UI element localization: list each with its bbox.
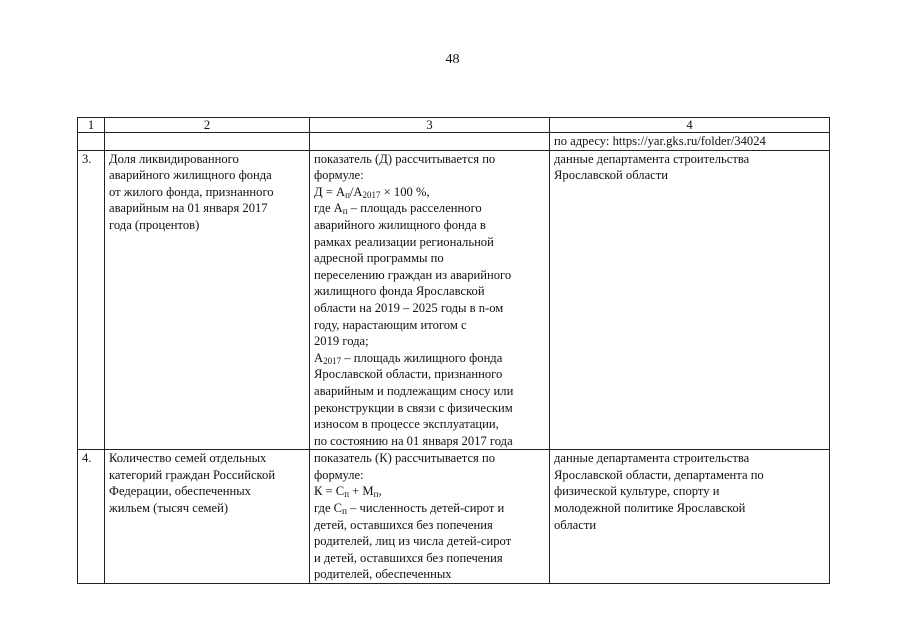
table-row — [78, 133, 830, 151]
method-line: формуле: — [314, 168, 364, 183]
formula-text: , — [378, 484, 382, 499]
indicator-name-line: Федерации, обеспеченных — [109, 484, 251, 499]
definition-text: – численность детей-сирот и — [346, 501, 505, 516]
row-number: 3. — [78, 150, 105, 450]
method-line: Ярославской области, признанного — [314, 367, 503, 382]
definition-subscript: п — [342, 506, 347, 517]
indicator-name-line: аварийного жилищного фонда — [109, 168, 272, 183]
method-line: аварийного жилищного фонда в — [314, 217, 486, 232]
definition-text: где С — [314, 501, 343, 516]
empty-cell — [105, 133, 310, 151]
indicator-name-line: аварийным на 01 января 2017 — [109, 201, 268, 216]
page-number: 48 — [445, 52, 460, 67]
method-line: родителей, лиц из числа детей-сирот — [314, 534, 512, 549]
indicator-name-line: жильем (тысяч семей) — [109, 501, 229, 516]
method-line: аварийным и подлежащим сносу или — [314, 383, 514, 398]
table-row — [78, 450, 830, 584]
formula-subscript: п — [373, 489, 379, 500]
empty-cell — [78, 133, 105, 151]
definition-text: где А — [314, 201, 343, 216]
method-line: году, нарастающим итогом с — [314, 317, 467, 332]
method-line: и детей, оставшихся без попечения — [314, 550, 503, 565]
source-line: данные департамента строительства — [554, 451, 750, 466]
source-line: Ярославской области — [554, 168, 668, 183]
indicator-name-line: Доля ликвидированного — [109, 151, 239, 166]
header-col-2: 2 — [105, 118, 310, 133]
method-cell — [310, 150, 550, 450]
formula-text: К = С — [314, 484, 345, 499]
formula-text: × 100 %, — [380, 184, 430, 199]
formula-subscript: п — [345, 189, 350, 200]
formula-line — [314, 483, 545, 500]
definition-subscript: 2017 — [323, 355, 342, 366]
empty-cell — [310, 133, 550, 151]
method-line: рамках реализации региональной — [314, 234, 494, 249]
definition-text: – площадь расселенного — [347, 201, 482, 216]
indicator-name-cell — [105, 150, 310, 450]
method-line: области на 2019 – 2025 годы в n-ом — [314, 300, 504, 315]
method-line: адресной программы по — [314, 251, 444, 266]
definition-line — [314, 500, 545, 517]
definition-line — [314, 200, 545, 217]
table-header-row — [78, 118, 830, 133]
definition-text: А — [314, 350, 324, 365]
header-col-3: 3 — [310, 118, 550, 133]
formula-text: /А — [349, 184, 363, 199]
definition-line — [314, 350, 545, 367]
method-line: переселению граждан из аварийного — [314, 267, 512, 282]
table-row — [78, 150, 830, 450]
header-col-1: 1 — [78, 118, 105, 133]
source-cell — [550, 450, 830, 584]
formula-subscript: 2017 — [362, 189, 381, 200]
source-cell: по адресу: https://yar.gks.ru/folder/34024 — [550, 133, 830, 151]
indicator-name-line: года (процентов) — [109, 217, 200, 232]
header-col-4: 4 — [550, 118, 830, 133]
formula-subscript: п — [344, 489, 350, 500]
indicator-name-line: категорий граждан Российской — [109, 467, 276, 482]
definition-subscript: п — [342, 206, 348, 217]
method-line: формуле: — [314, 467, 364, 482]
method-line: показатель (Д) рассчитывается по — [314, 151, 496, 166]
method-line: жилищного фонда Ярославской — [314, 284, 485, 299]
row-number: 4. — [78, 450, 105, 584]
source-line: данные департамента строительства — [554, 151, 750, 166]
method-line: 2019 года; — [314, 334, 369, 349]
method-cell — [310, 450, 550, 584]
definition-text: – площадь жилищного фонда — [341, 350, 503, 365]
indicators-table — [77, 117, 830, 584]
indicator-name-line: от жилого фонда, признанного — [109, 184, 274, 199]
method-line: детей, оставшихся без попечения — [314, 517, 493, 532]
method-line: износом в процессе эксплуатации, — [314, 417, 499, 432]
formula-text: Д = А — [314, 184, 346, 199]
method-line: реконструкции в связи с физическим — [314, 400, 513, 415]
indicator-name-cell — [105, 450, 310, 584]
formula-line — [314, 184, 545, 201]
method-line: по состоянию на 01 января 2017 года — [314, 433, 513, 448]
method-line: показатель (К) рассчитывается по — [314, 451, 496, 466]
source-line: молодежной политике Ярославской — [554, 501, 746, 516]
source-line: Ярославской области, департамента по — [554, 467, 764, 482]
method-line: родителей, обеспеченных — [314, 567, 452, 582]
source-cell — [550, 150, 830, 450]
source-line: области — [554, 517, 597, 532]
indicator-name-line: Количество семей отдельных — [109, 451, 267, 466]
source-line: физической культуре, спорту и — [554, 484, 720, 499]
formula-text: + М — [349, 484, 374, 499]
